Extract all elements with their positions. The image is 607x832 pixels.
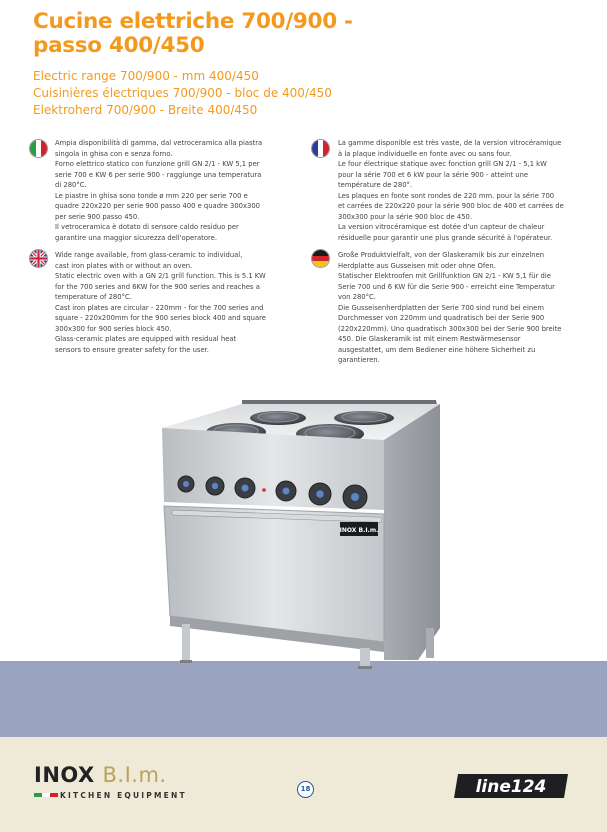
page-title-line-2: passo 400/450 (33, 33, 205, 58)
text-line: La gamme disponible est très vaste, de la version vitrocéramique (338, 139, 562, 147)
page-title-line-1: Cucine elettriche 700/900 - (33, 9, 353, 34)
text-line: garantire una maggior sicurezza dell'operatore. (55, 233, 217, 242)
text-line: temperature of 280°C. (55, 293, 132, 301)
text-line: 300x300 pour la série 900 bloc de 450. (338, 212, 473, 221)
text-line: cast iron plates with or without an oven. (55, 261, 193, 270)
oven-badge: INOX B.I.m. (339, 527, 379, 534)
brand-accent: B.I.m. (102, 763, 167, 787)
brand-main: INOX (34, 763, 95, 787)
text-line: di 280°C. (55, 181, 87, 189)
text-line: 450. Die Glaskeramik ist mit einem Restwärmesensor (338, 335, 521, 343)
text-line: et carrées de 220x220 pour la série 900 bloc de 400 et carrées de (338, 202, 564, 210)
page-title (33, 10, 353, 58)
page-number: 18 (297, 781, 314, 798)
text-line: von 280°C. (338, 293, 376, 301)
subtitle-de: Elektroherd 700/900 - Breite 400/450 (33, 103, 258, 117)
text-line: 300x300 for 900 series block 450. (55, 324, 172, 333)
text-line: Wide range available, from glass-ceramic to individual, (55, 251, 243, 259)
subtitle-en: Electric range 700/900 - mm 400/450 (33, 69, 259, 83)
line124-logo-text: line124 (475, 777, 547, 797)
text-line: (220x220mm). Uno quadratisch 300x300 bei der Serie 900 breite (338, 324, 562, 333)
subtitle-fr: Cuisinières électriques 700/900 - bloc de 400/450 (33, 86, 332, 100)
text-line: garantieren. (338, 356, 380, 364)
france-flag-icon (312, 140, 329, 157)
text-line: Statischer Elektroofen mit Grillfunktion GN 2/1 - KW 5,1 für die (338, 272, 551, 280)
brand-logo (34, 763, 167, 787)
text-line: à la plaque individuelle en fonte avec ou sans four. (338, 149, 512, 158)
text-line: Forno elettrico statico con funzione grill GN 2/1 - KW 5,1 per (55, 160, 260, 168)
text-line: Durchmesser von 220mm und quadratisch bei der Serie 900 (338, 314, 545, 322)
text-line: Le four électrique statique avec fonction grill GN 2/1 - 5,1 kW (338, 160, 547, 168)
text-line: Glass-ceramic plates are equipped with residual heat (55, 335, 237, 343)
text-line: Herdplatte aus Gusseisen mit oder ohne Ofen. (338, 261, 496, 270)
italy-stripe-icon (34, 793, 58, 797)
text-line: square - 220x200mm for the 900 series block 400 and square (55, 314, 266, 322)
text-line: sensors to ensure greater safety for the user. (55, 345, 209, 354)
text-line: for the 700 series and 6KW for the 900 series and reaches a (55, 282, 260, 291)
brand-tagline: KITCHEN EQUIPMENT (60, 791, 187, 800)
description-fr (338, 138, 564, 243)
text-line: Die Gusseisenherdplatten der Serie 700 sind rund bei einem (338, 303, 544, 312)
text-line: serie 700 e KW 6 per serie 900 - raggiunge una temperatura (55, 170, 262, 179)
text-line: Serie 700 und 6 KW für die Serie 900 - erreicht eine Temperatur (338, 282, 555, 291)
text-line: pour la série 700 et 6 kW pour la série 900 - atteint une (338, 170, 529, 179)
description-de (338, 250, 561, 366)
background-band (0, 661, 607, 737)
text-line: température de 280°. (338, 181, 413, 189)
text-line: Le piastre in ghisa sono tonde ø mm 220 per serie 700 e (55, 191, 248, 200)
text-line: Il vetroceramica è dotato di sensore caldo residuo per (55, 223, 239, 231)
text-line: Cast iron plates are circular - 220mm - for the 700 series and (55, 303, 264, 312)
text-line: résiduelle pour garantir une plus grande sécurité à l'opérateur. (338, 233, 553, 242)
text-line: quadre 220x220 per serie 900 passo 400 e quadre 300x300 (55, 202, 260, 210)
text-line: Les plaques en fonte sont rondes de 220 mm. pour la série 700 (338, 191, 555, 200)
text-line: ausgestattet, um dem Bediener eine höhere Sicherheit zu (338, 345, 536, 354)
germany-flag-icon (312, 250, 329, 267)
subtitle-block (33, 68, 332, 119)
description-it (55, 138, 262, 243)
description-en (55, 250, 266, 355)
text-line: Große Produktvielfalt, von der Glaskeramik bis zur einzelnen (338, 251, 545, 259)
uk-flag-icon (30, 250, 47, 267)
text-line: Ampia disponibilità di gamma, dal vetroceramica alla piastra (55, 139, 263, 147)
line124-logo (452, 770, 570, 800)
text-line: singola in ghisa con e senza forno. (55, 149, 173, 158)
text-line: Static electric oven with a GN 2/1 grill function. This is 5.1 KW (55, 272, 266, 280)
italy-flag-icon (30, 140, 47, 157)
text-line: per serie 900 passo 450. (55, 212, 140, 221)
text-line: La version vitrocéramique est dotée d'un capteur de chaleur (338, 223, 545, 231)
electric-range-image (150, 398, 450, 670)
